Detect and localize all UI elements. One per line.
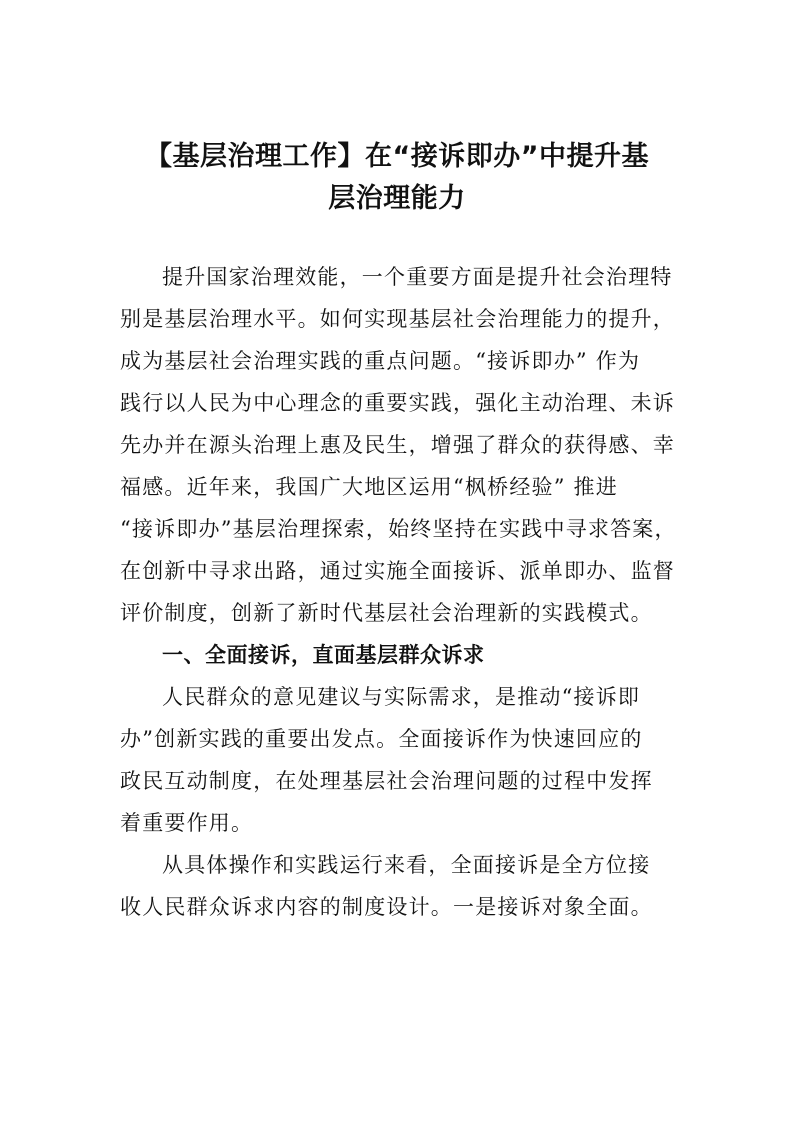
paragraph-1-line-4: 践行以人民为中心理念的重要实践，强化主动治理、未诉 [120,391,675,415]
paragraph-2-line-3: 政民互动制度，在处理基层社会治理问题的过程中发挥 [120,769,653,793]
paragraph-1-line-6: 福感。近年来，我国广大地区运用“枫桥经验” 推进 [120,475,618,499]
paragraph-3-line-2: 收人民群众诉求内容的制度设计。一是接诉对象全面。 [120,895,653,919]
paragraph-2-line-1: 人民群众的意见建议与实际需求，是推动“接诉即 [162,685,641,709]
document-body [120,256,695,928]
paragraph-1-line-2: 别是基层治理水平。如何实现基层社会治理能力的提升， [120,307,675,331]
paragraph-2-line-4: 着重要作用。 [120,811,254,835]
paragraph-1-line-1: 提升国家治理效能，一个重要方面是提升社会治理特 [162,265,673,289]
title-line-1: 【基层治理工作】在“接诉即办”中提升基 [145,141,649,172]
paragraph-1-line-7: “接诉即办”基层治理探索，始终坚持在实践中寻求答案， [120,517,677,541]
paragraph-3-line-1: 从具体操作和实践运行来看，全面接诉是全方位接 [162,853,651,877]
paragraph-1-line-5: 先办并在源头治理上惠及民生，增强了群众的获得感、幸 [120,433,675,457]
paragraph-1-line-8: 在创新中寻求出路，通过实施全面接诉、派单即办、监督 [120,559,675,583]
section-heading-1: 一、全面接诉，直面基层群众诉求 [162,643,485,667]
paragraph-1-line-9: 评价制度，创新了新时代基层社会治理新的实践模式。 [120,601,653,625]
document-title [100,136,694,220]
title-line-2: 层治理能力 [328,183,466,214]
paragraph-1-line-3: 成为基层社会治理实践的重点问题。“接诉即办” 作为 [120,349,641,373]
paragraph-2-line-2: 办”创新实践的重要出发点。全面接诉作为快速回应的 [120,727,643,751]
